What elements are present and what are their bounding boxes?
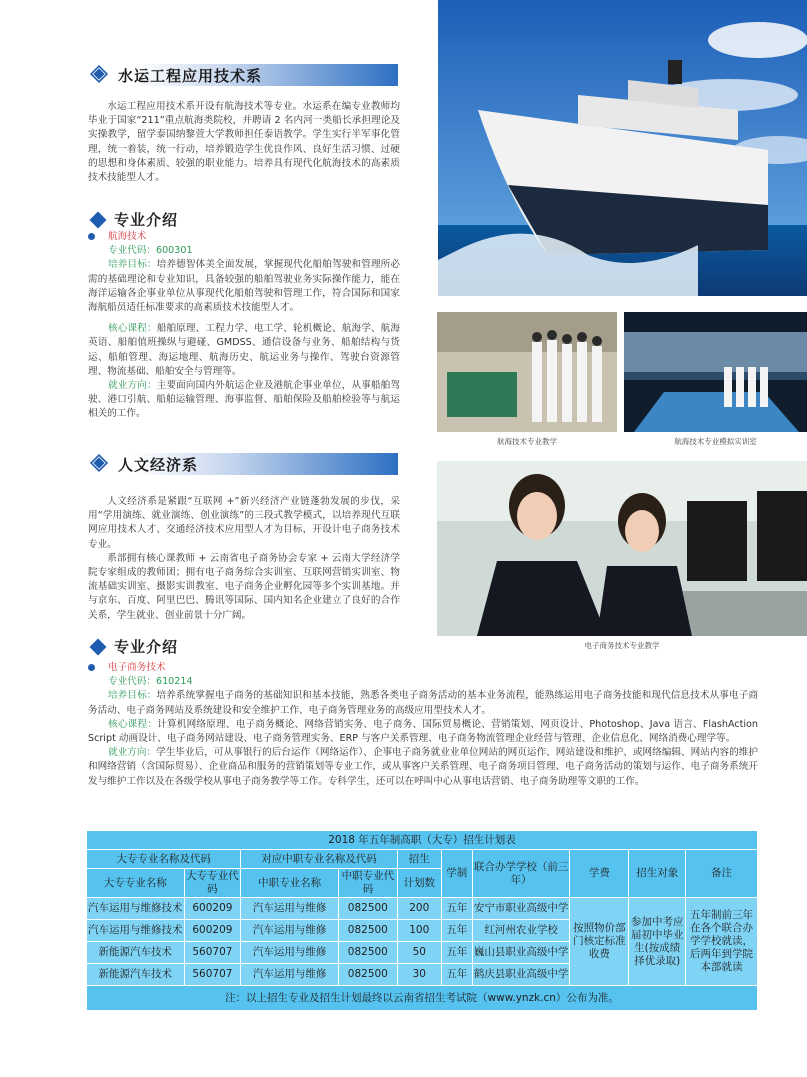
cell: 汽车运用与维修 [241,942,339,964]
cell: 082500 [338,964,397,986]
table-footnote: 注：以上招生专业及招生计划最终以云南省招生考试院（www.ynzk.cn）公布为准。 [87,986,758,1011]
cell: 五年 [441,942,472,964]
header-cell: 大专专业代码 [184,869,241,898]
cell: 100 [397,920,441,942]
cell: 汽车运用与维修 [241,964,339,986]
cell: 五年 [441,920,472,942]
section-intro: 水运工程应用技术系开设有航海技术等专业。水运系在编专业教师均毕业于国家“211”重点航海类院校，并聘请 2 名内河一类船长承担理论及实操教学，留学泰国纳黎萱大学教师担任泰语教学。学生实行半军事化管理，统一着装，统一行动，培养锻造学生优良作风、良好生活习惯、过硬的思想和身体素质、较强的职业能力。培养具有现代化航海技术的高素质技术技能型人才。 [88,101,400,184]
diamond-icon [90,211,107,228]
subheading: 专业介绍 [92,209,178,230]
major-goal: 培养德智体美全面发展，掌握现代化船舶驾驶和管理所必需的基础理论和专业知识，具备较强的船舶驾驶业务实际操作能力，能在海洋运输各企事业单位从事现代化船舶驾驶和管理工作，符合国际和国家海航船员适任标准要求的高素质技术技能型人才。 [88,259,401,314]
header-cell: 招生 [397,850,441,869]
table-title: 2018 年五年制高职（大专）招生计划表 [87,831,758,850]
fee-cell: 按照物价部门核定标准收费 [570,898,629,986]
cell: 560707 [184,964,241,986]
header-cell: 中职专业名称 [241,869,339,898]
cell: 200 [397,898,441,920]
cell: 汽车运用与维修技术 [87,920,185,942]
cell: 560707 [184,942,241,964]
photo-caption: 航海技术专业教学 [497,437,557,446]
cell: 鹤庆县职业高级中学 [472,964,570,986]
ship-photo [438,0,807,296]
header-cell: 计划数 [397,869,441,898]
enrollment-plan-table [86,830,758,1011]
cell: 600209 [184,920,241,942]
header-cell: 学费 [570,850,629,898]
cell: 082500 [338,920,397,942]
cell: 红河州农业学校 [472,920,570,942]
cell: 082500 [338,898,397,920]
major-block-navigation: 航海技术 专业代码：600301 培养目标：培养德智体美全面发展，掌握现代化船舶驾驶和管理所必需的基础理论和专业知识，具备较强的船舶驾驶业务实际操作能力，能在海洋运输各企事业单位从事现代化船舶驾驶和管理工作，符合国际和国家海航船员适任标准要求的高素质技术技能型人才。 核心课程：船舶原理、工程力学、电工学、轮机概论、航海学、航海英语、船舶值班操纵与避碰、GMDSS、通信设备与业务、船舶结构与货运、船舶管理、海运地理、航海历史、航运业务与操作、驾驶台资源管理、物流基础、船舶安全与管理等。 就业方向：主要面向国内外航运企业及港航企事业单位，从事船舶驾驶、港口引航、船舶运输管理、海事监督、船舶保险及船舶检验等与航运相关的工作。 [88,231,401,420]
simulator-photo [624,312,807,432]
target-cell: 参加中考应届初中毕业生(按成绩择优录取) [629,898,686,986]
table-row [87,898,758,920]
header-cell: 中职专业代码 [338,869,397,898]
ecommerce-photo [437,461,807,636]
section-banner-water-transport [88,64,398,86]
cell: 新能源汽车技术 [87,964,185,986]
section-title: 人文经济系 [118,455,199,474]
cell: 30 [397,964,441,986]
major-career: 主要面向国内外航运企业及港航企事业单位，从事船舶驾驶、港口引航、船舶运输管理、海事监督、船舶保险及船舶检验等与航运相关的工作。 [88,380,401,420]
header-cell: 联合办学学校（前三年） [472,850,570,898]
cell: 新能源汽车技术 [87,942,185,964]
subheading: 专业介绍 [92,636,178,657]
header-cell: 学制 [441,850,472,898]
cell: 082500 [338,942,397,964]
section-title: 水运工程应用技术系 [118,66,263,85]
cell: 汽车运用与维修 [241,920,339,942]
bullet-icon [88,233,95,240]
cell: 巍山县职业高级中学 [472,942,570,964]
photo-caption: 航海技术专业模拟实训室 [674,437,757,446]
major-career: 学生毕业后，可从事银行的后台运作（网络运作）、企事电子商务就业业单位网站的网页运作、网站建设和维护、或网络编辑、网站内容的维护和网络营销（含国际贸易）、企业商品和服务的营销策划等专业工作，或从事客户关系管理、电子商务项目管理、电子商务活动的策划与运作、电子商务系统开发与维护工作以及在各级学校从事电子商务教学等工作。专科学生，还可以在呼叫中心从事电话营销、电子商务助理等文职的工作。 [88,747,759,787]
cell: 汽车运用与维修技术 [87,898,185,920]
diamond-icon [90,638,107,655]
header-cell: 备注 [686,850,758,898]
cell: 50 [397,942,441,964]
remark-cell: 五年制前三年在各个联合办学学校就读，后两年到学院本部就读 [686,898,758,986]
chevron-icon [88,64,110,86]
section-intro: 人文经济系是紧跟“互联网 +”新兴经济产业链蓬勃发展的步伐，采用“学用演练、就业演练、创业演练”的三段式教学模式，以培养现代互联网应用技术人才、交通经济技术应用型人才为目标，开设计电子商务技术专业。 系部拥有核心课教师 + 云南省电子商务协会专家 + 云南大学经济学院专家组成的教师团；拥有电子商务综合实训室、互联网营销实训室、物流基础实训室、摄影实训教室、电子商务企业孵化园等多个实训基地。并与京东、百度、阿里巴巴、腾讯等国际、国内知名企业建立了良好的合作关系，学生就业、创业前景十分广阔。 [88,496,400,621]
major-name: 电子商务技术 [108,662,166,673]
header-cell: 大专专业名称 [87,869,185,898]
cell: 五年 [441,898,472,920]
cell: 安宁市职业高级中学 [472,898,570,920]
major-block-ecommerce: 电子商务技术 专业代码：610214 培养目标：培养系统掌握电子商务的基础知识和基本技能，熟悉各类电子商务活动的基本业务流程，能熟练运用电子商务技能和现代信息技术从事电子商务活动、电子商务网站及系统建设和安全维护工作、电子商务管理业务的高级应用型技术人才。 核心课程：计算机网络原理、电子商务概论、网络营销实务、电子商务、国际贸易概论、营销策划、网页设计、Photoshop、Java 语言、FlashAction Script 动画设计、电子商务网站建设、电子商务管理实务、ERP 与客户关系管理、电子商务物流管理企业经营与管理、企业信息化、网络消费心理学等。 就业方向：学生毕业后，可从事银行的后台运作（网络运作）、企事电子商务就业业单位网站的网页运作、网站建设和维护、或网络编辑、网站内容的维护和网络营销（含国际贸易）、企业商品和服务的营销策划等专业工作，或从事客户关系管理、电子商务项目管理、电子商务活动的策划与运作、电子商务系统开发与维护工作以及在各级学校从事电子商务教学等工作。专科学生，还可以在呼叫中心从事电话营销、电子商务助理等文职的工作。 [88,662,759,787]
major-code: 610214 [155,676,193,688]
photo-caption: 电子商务技术专业教学 [584,641,660,650]
major-name: 航海技术 [108,231,147,242]
major-code: 600301 [155,245,193,257]
chevron-icon [88,453,110,475]
header-cell: 大专专业名称及代码 [87,850,241,869]
major-courses: 船舶原理、工程力学、电工学、轮机概论、航海学、航海英语、船舶值班操纵与避碰、GMDSS、通信设备与业务、船舶结构与货运、船舶管理、海运地理、航海历史、航运业务与操作、驾驶台资源管理、物流基础、船舶安全与管理等。 [88,323,401,377]
cell: 600209 [184,898,241,920]
cell: 汽车运用与维修 [241,898,339,920]
section-banner-humanities [88,453,398,475]
header-cell: 对应中职专业名称及代码 [241,850,397,869]
bullet-icon [88,664,95,671]
cell: 五年 [441,964,472,986]
classroom-photo [437,312,617,432]
major-goal: 培养系统掌握电子商务的基础知识和基本技能，熟悉各类电子商务活动的基本业务流程，能熟练运用电子商务技能和现代信息技术从事电子商务活动、电子商务网站及系统建设和安全维护工作、电子商务管理业务的高级应用型技术人才。 [88,690,758,716]
header-cell: 招生对象 [629,850,686,898]
major-courses: 计算机网络原理、电子商务概论、网络营销实务、电子商务、国际贸易概论、营销策划、网页设计、Photoshop、Java 语言、FlashAction Script 动画设计、电子商务网站建设、电子商务管理实务、ERP 与客户关系管理、电子商务物流管理企业经营与管理、企业信息化、网络消费心理学等。 [88,718,759,745]
